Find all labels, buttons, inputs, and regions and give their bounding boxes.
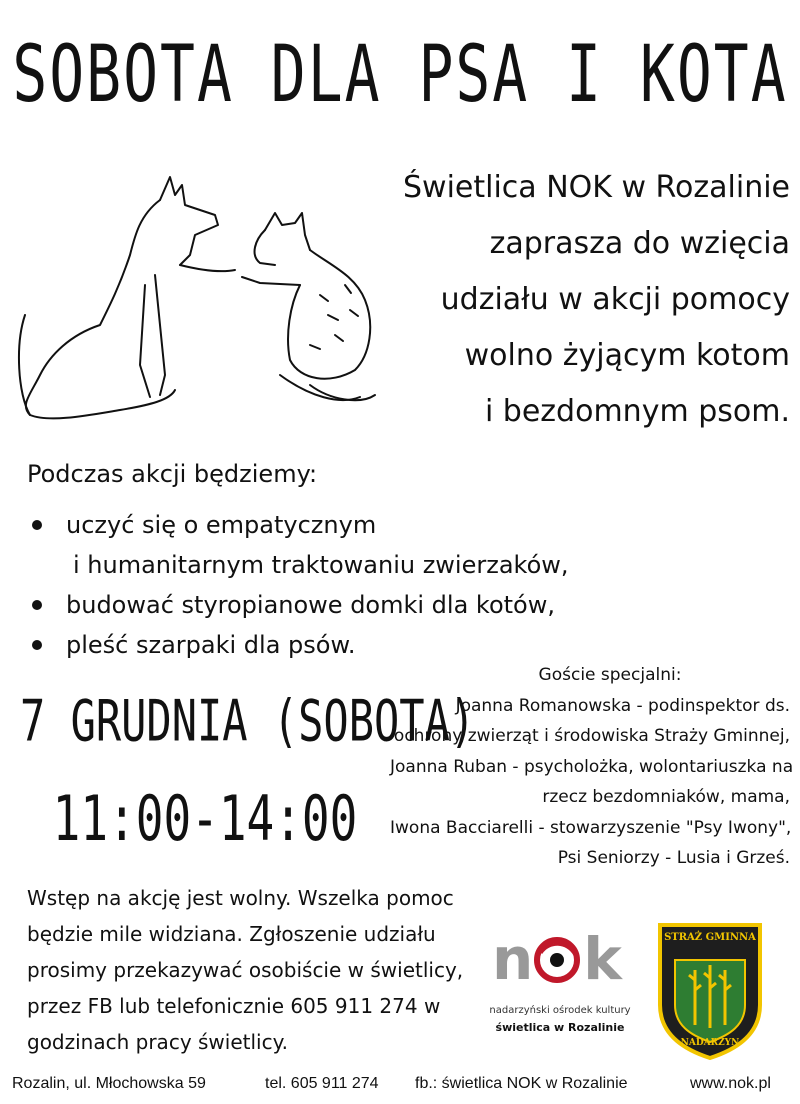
guest-line: Joanna Ruban - psycholożka, wolontariuszka na (390, 756, 794, 777)
intro-line: i bezdomnym psom. (484, 394, 790, 429)
intro-line: wolno żyjącym kotom (464, 338, 790, 373)
nok-branch: świetlica w Rozalinie (495, 1021, 625, 1034)
guest-line: rzecz bezdomniaków, mama, (542, 787, 790, 807)
footer-facebook: fb.: świetlica NOK w Rozalinie (415, 1075, 628, 1092)
bullet-icon (32, 600, 42, 610)
event-date: 7 GRUDNIA (SOBOTA) (20, 688, 476, 755)
guest-line: Joanna Romanowska - podinspektor ds. (455, 695, 790, 716)
intro-text (370, 160, 790, 440)
list-item: pleść szarpaki dla psów. (28, 625, 569, 665)
guard-top-text: STRAŻ GMINNA (664, 932, 756, 943)
guest-line: Psi Seniorzy - Lusia i Grześ. (557, 848, 790, 868)
intro-line: zaprasza do wzięcia (489, 226, 790, 261)
activities-heading: Podczas akcji będziemy: (27, 460, 318, 488)
info-line: godzinach pracy świetlicy. (27, 1030, 288, 1054)
bullet-icon (32, 520, 42, 530)
guard-bottom-text: NADARZYN (680, 1038, 740, 1048)
nok-wordmark: n k (492, 925, 620, 993)
event-time: 11:00-14:00 (52, 782, 358, 855)
guest-line: Iwona Bacciarelli - stowarzyszenie "Psy Iwony", (390, 817, 792, 838)
page-title: SOBOTA DLA PSA I KOTA (12, 28, 788, 120)
special-guests (390, 660, 794, 874)
activities-list (28, 505, 569, 665)
info-line: przez FB lub telefonicznie 605 911 274 w (27, 994, 441, 1018)
bullet-icon (32, 640, 42, 650)
nok-o-icon (531, 933, 583, 985)
list-item: budować styropianowe domki dla kotów, (28, 585, 569, 625)
list-item: i humanitarnym traktowaniu zwierzaków, (73, 551, 569, 579)
nok-logo (480, 925, 640, 1045)
info-line: będzie mile widziana. Zgłoszenie udziału (27, 922, 436, 946)
nok-subtitle: nadarzyński ośrodek kultury (489, 1005, 631, 1016)
footer-website[interactable]: www.nok.pl (690, 1075, 771, 1092)
guest-line: ochrony zwierząt i środowiska Straży Gminnej, (393, 726, 790, 746)
intro-line: udziału w akcji pomocy (440, 282, 790, 317)
dog-and-cat-illustration (10, 165, 380, 435)
footer-phone: tel. 605 911 274 (265, 1075, 379, 1092)
footer-address: Rozalin, ul. Młochowska 59 (12, 1075, 206, 1092)
intro-line: Świetlica NOK w Rozalinie (402, 170, 790, 205)
guests-heading: Goście specjalni: (538, 665, 682, 685)
straz-gminna-badge-icon (655, 920, 765, 1060)
participation-info (27, 880, 467, 1060)
info-line: prosimy przekazywać osobiście w świetlicy, (27, 958, 464, 982)
info-line: Wstęp na akcję jest wolny. Wszelka pomoc (27, 886, 454, 910)
list-item: uczyć się o empatycznym (28, 505, 569, 545)
